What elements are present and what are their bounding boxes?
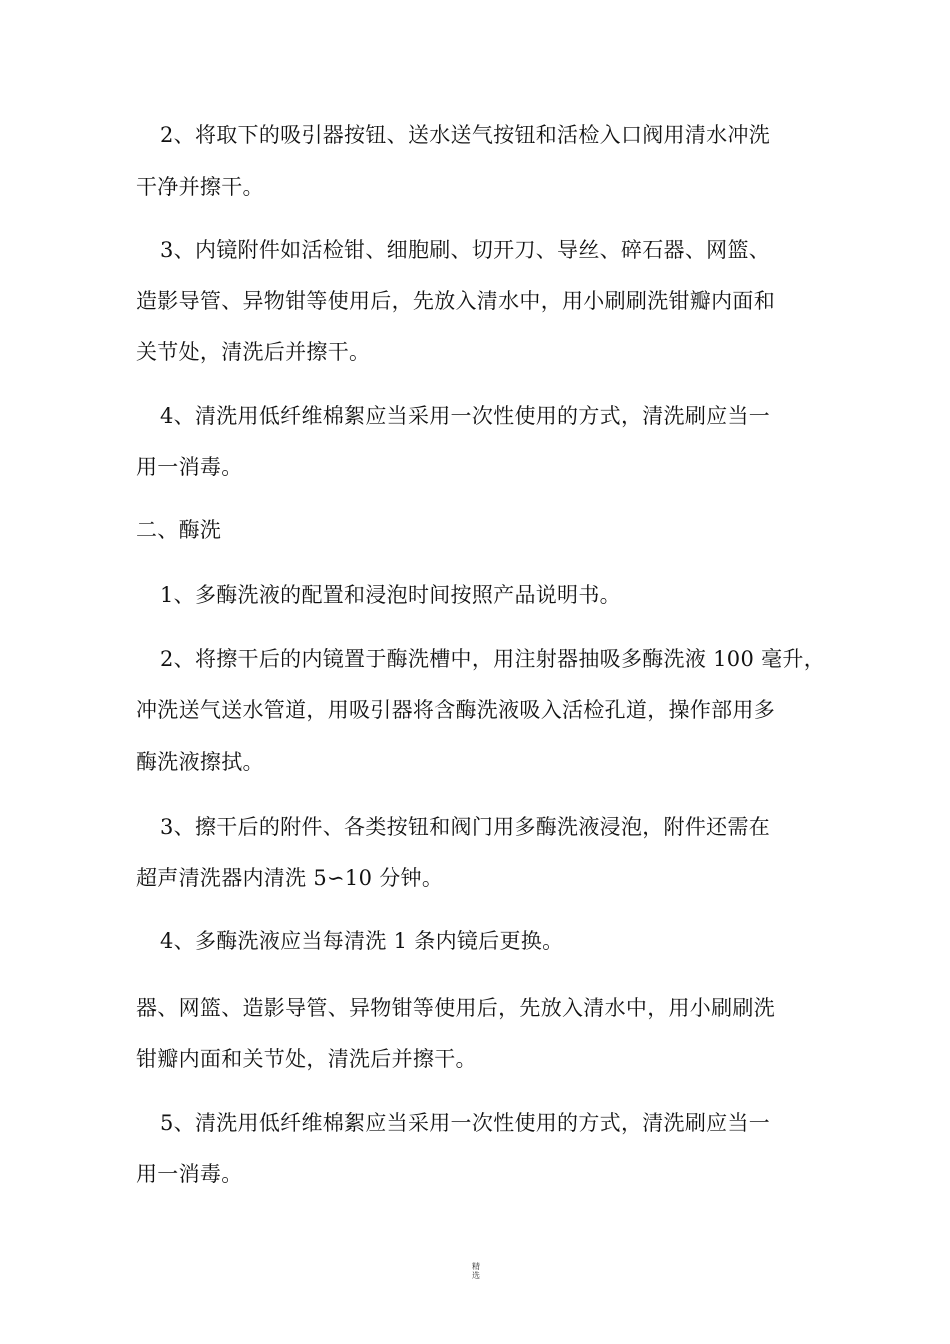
page-footer	[466, 1262, 486, 1280]
paragraph-line: 2、将擦干后的内镜置于酶洗槽中，用注射器抽吸多酶洗液 100 毫升，	[160, 647, 825, 671]
paragraph-line: 酶洗液擦拭。	[136, 750, 264, 774]
paragraph-line: 器、网篮、造影导管、异物钳等使用后，先放入清水中，用小刷刷洗	[136, 996, 775, 1020]
paragraph-line: 4、清洗用低纤维棉絮应当采用一次性使用的方式，清洗刷应当一	[160, 404, 771, 428]
paragraph-line: 2、将取下的吸引器按钮、送水送气按钮和活检入口阀用清水冲洗	[160, 123, 771, 147]
paragraph-line: 关节处，清洗后并擦干。	[136, 340, 371, 364]
paragraph-line: 3、内镜附件如活检钳、细胞刷、切开刀、导丝、碎石器、网篮、	[160, 238, 771, 262]
paragraph-line: 4、多酶洗液应当每清洗 1 条内镜后更换。	[160, 929, 564, 953]
paragraph-line: 5、清洗用低纤维棉絮应当采用一次性使用的方式，清洗刷应当一	[160, 1111, 771, 1135]
footer-char: 精	[472, 1262, 480, 1271]
paragraph-line: 干净并擦干。	[136, 175, 264, 199]
paragraph-line: 3、擦干后的附件、各类按钮和阀门用多酶洗液浸泡，附件还需在	[160, 815, 771, 839]
paragraph-line: 用一消毒。	[136, 455, 243, 479]
paragraph-line: 造影导管、异物钳等使用后，先放入清水中，用小刷刷洗钳瓣内面和	[136, 289, 775, 313]
paragraph-line: 超声清洗器内清洗 5∽10 分钟。	[136, 866, 444, 890]
paragraph-line: 用一消毒。	[136, 1162, 243, 1186]
paragraph-line: 钳瓣内面和关节处，清洗后并擦干。	[136, 1047, 477, 1071]
paragraph-line: 冲洗送气送水管道，用吸引器将含酶洗液吸入活检孔道，操作部用多	[136, 698, 775, 722]
paragraph-line: 1、多酶洗液的配置和浸泡时间按照产品说明书。	[160, 583, 621, 607]
footer-char: 选	[472, 1271, 480, 1280]
section-heading: 二、酶洗	[136, 518, 222, 542]
